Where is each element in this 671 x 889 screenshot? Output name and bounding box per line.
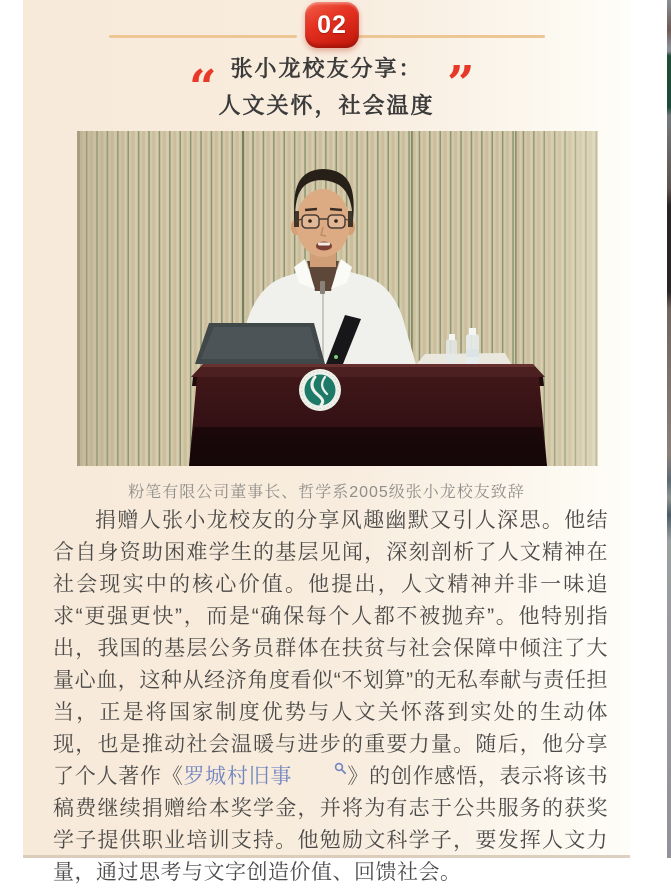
section-number-badge: 02 bbox=[305, 2, 359, 48]
podium-logo bbox=[299, 369, 341, 411]
section-title bbox=[23, 50, 630, 124]
podium bbox=[189, 364, 547, 466]
open-quote-icon: “ bbox=[189, 60, 217, 116]
book-link-text[interactable]: 罗城村旧事 bbox=[183, 765, 293, 788]
right-edge-strip bbox=[667, 0, 671, 858]
close-quote-icon: ” bbox=[447, 56, 475, 112]
paragraph-part2: 》的创作感悟，表示将该书稿费继续捐赠给本奖学金，并将为有志于公共服务的获奖学子提供职业培训支持。他勉励文科学子，要发挥人文力量，通过思考与文字创造价值、回馈社会。 bbox=[53, 765, 609, 884]
divider-line-left bbox=[109, 35, 297, 38]
divider-line-right bbox=[357, 35, 545, 38]
speaker-photo[interactable] bbox=[77, 131, 598, 466]
search-icon[interactable] bbox=[292, 762, 347, 775]
section-title-line2: 人文关怀，社会温度 bbox=[218, 93, 435, 118]
photo-caption: 粉笔有限公司董事长、哲学系2005级张小龙校友致辞 bbox=[128, 484, 525, 501]
paragraph-part1: 捐赠人张小龙校友的分享风趣幽默又引人深思。他结合自身资助困难学生的基层见闻，深刻剖析了人文精神在社会现实中的核心价值。他提出，人文精神并非一味追求“更强更快”，而是“确保每个人都不被抛弃”。他特别指出，我国的基层公务员群体在扶贫与社会保障中倾注了大量心血，这种从经济角度看似“不划算”的无私奉献与责任担当，正是将国家制度优势与人文关怀落到实处的生动体现，也是推动社会温暖与进步的重要力量。随后，他分享了个人著作《 bbox=[53, 509, 608, 788]
book-link[interactable] bbox=[183, 765, 347, 788]
article-content bbox=[23, 0, 630, 884]
laptop bbox=[195, 323, 325, 364]
section-title-line1: 张小龙校友分享： bbox=[230, 56, 423, 81]
article-paragraph bbox=[53, 505, 608, 889]
